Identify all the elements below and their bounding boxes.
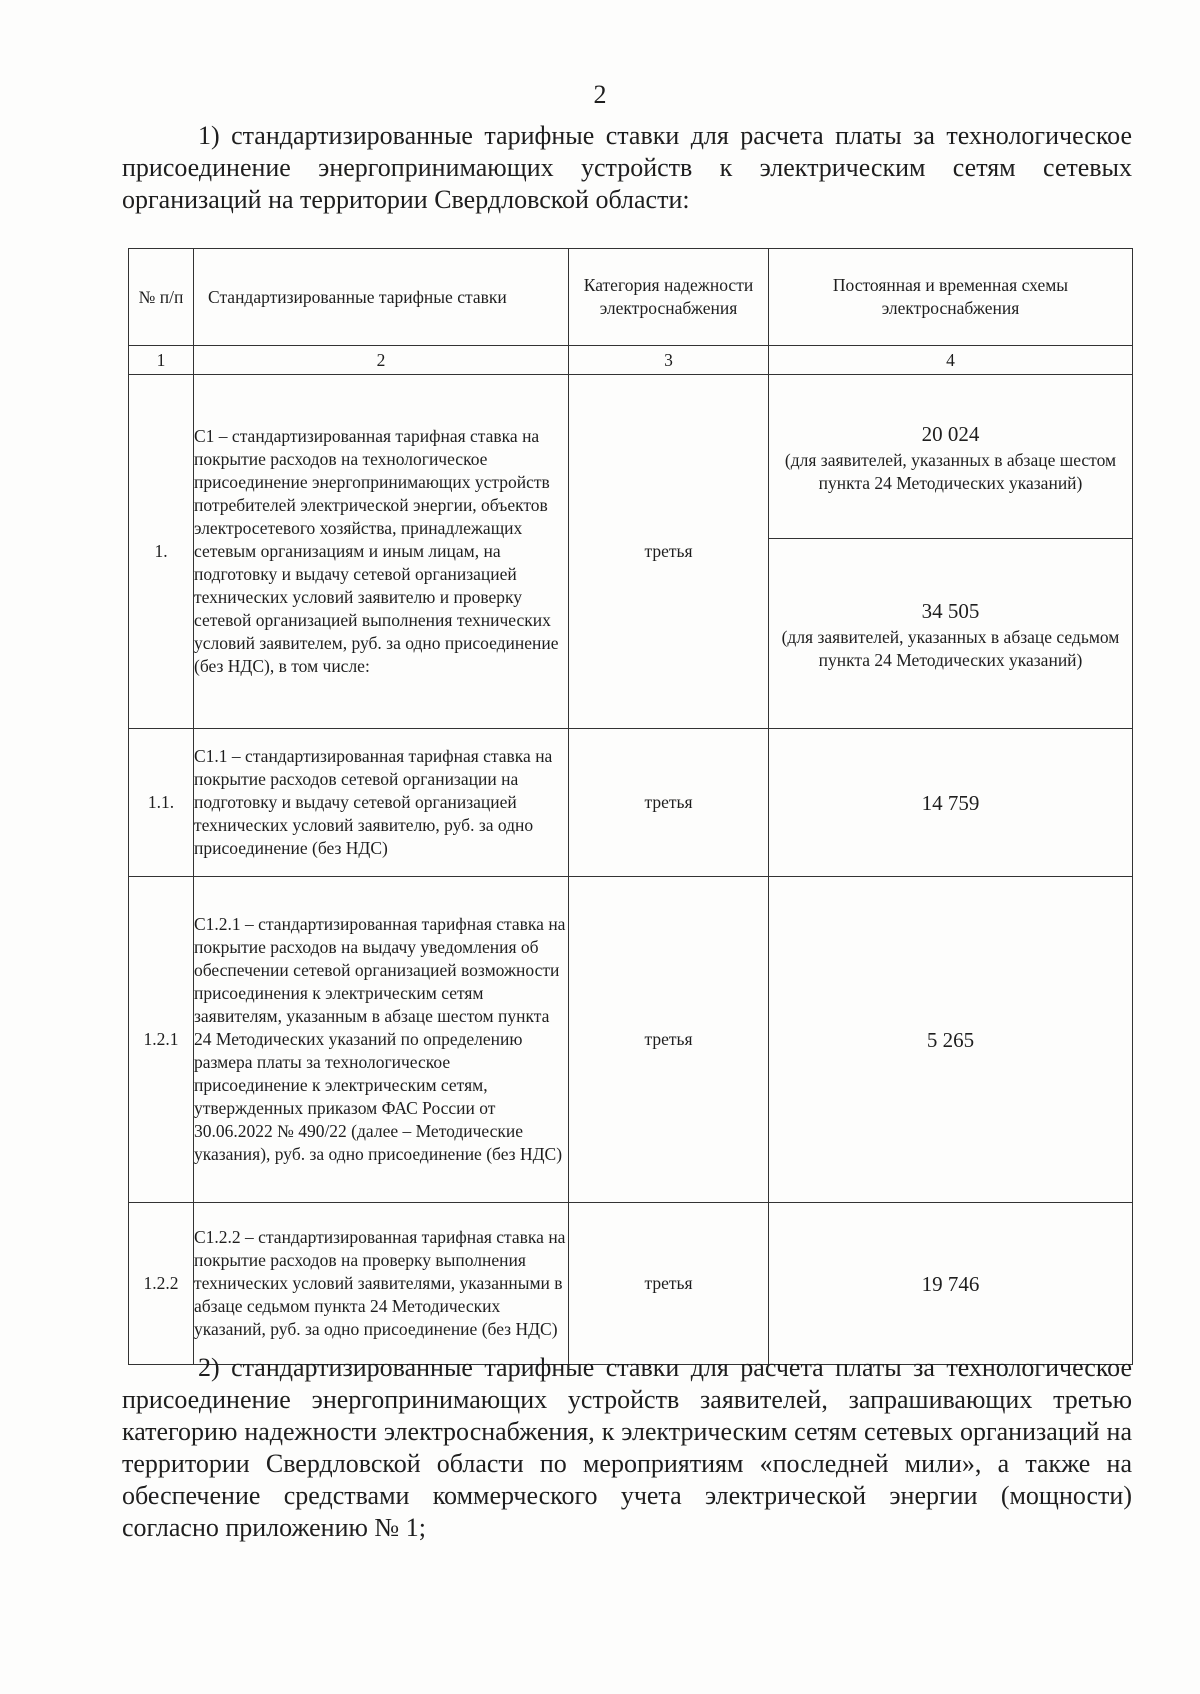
intro-paragraph [122, 120, 1132, 216]
row-value-cell-a [769, 375, 1133, 539]
row-value [769, 877, 1133, 1203]
column-number-2: 2 [194, 346, 569, 375]
row-category: третья [569, 375, 769, 729]
header-category: Категория надежности электроснабжения [569, 249, 769, 346]
row-category: третья [569, 877, 769, 1203]
row-value-cell-b [769, 539, 1133, 729]
row-value [769, 1203, 1133, 1365]
row-description: С1.1 – стандартизированная тарифная ставка на покрытие расходов сетевой организации на подготовку и выдачу сетевой организацией технических условий заявителю, руб. за одно присоединение (без НДС) [194, 729, 569, 877]
column-number-row [129, 346, 1133, 375]
row-value-b: 34 505 [921, 598, 980, 623]
row-note-b: (для заявителей, указанных в абзаце седьмом пункта 24 Методических указаний) [781, 626, 1120, 670]
row-value-text: 5 265 [926, 1027, 975, 1052]
table-header-row [129, 249, 1133, 346]
row-value-text: 19 746 [921, 1271, 980, 1296]
row-number: 1.1. [129, 729, 194, 877]
table-row [129, 1203, 1133, 1365]
column-number-4: 4 [769, 346, 1133, 375]
row-description: С1.2.1 – стандартизированная тарифная ставка на покрытие расходов на выдачу уведомления об обеспечении сетевой организацией возможности присоединения к электрическим сетям заявителям, указанным в абзаце шестом пункта 24 Методических указаний по определению размера платы за технологическое присоединение к электрическим сетям, утвержденных приказом ФАС России от 30.06.2022 № 490/22 (далее – Методические указания), руб. за одно присоединение (без НДС) [194, 877, 569, 1203]
page-number: 2 [593, 80, 607, 109]
row-value-text: 14 759 [921, 790, 980, 815]
closing-paragraph-text: 2) стандартизированные тарифные ставки для расчета платы за технологическое присоединение энергопринимающих устройств заявителей, запрашивающих третью категорию надежности электроснабжения, к электрическим сетям сетевых организаций на территории Свердловской области по мероприятиям «последней мили», а также на обеспечение средствами коммерческого учета электрической энергии (мощности) согласно приложению № 1; [122, 1353, 1132, 1542]
row-note-a: (для заявителей, указанных в абзаце шестом пункта 24 Методических указаний) [784, 449, 1117, 493]
row-number: 1.2.2 [129, 1203, 194, 1365]
table-row [129, 729, 1133, 877]
row-value-a: 20 024 [921, 421, 980, 446]
header-num: № п/п [129, 249, 194, 346]
row-number: 1.2.1 [129, 877, 194, 1203]
row-description: С1.2.2 – стандартизированная тарифная ставка на покрытие расходов на проверку выполнения технических условий заявителями, указанными в абзаце седьмом пункта 24 Методических указаний, руб. за одно присоединение (без НДС) [194, 1203, 569, 1365]
table-row [129, 375, 1133, 539]
row-description: С1 – стандартизированная тарифная ставка на покрытие расходов на технологическое присоединение энергопринимающих устройств потребителей электрической энергии, объектов электросетевого хозяйства, принадлежащих сетевым организациям и иным лицам, на подготовку и выдачу сетевой организацией технических условий заявителю и проверку сетевой организацией выполнения технических условий заявителем, руб. за одно присоединение (без НДС), в том числе: [194, 375, 569, 729]
intro-paragraph-text: 1) стандартизированные тарифные ставки для расчета платы за технологическое присоединение энергопринимающих устройств к электрическим сетям сетевых организаций на территории Свердловской области: [122, 121, 1132, 214]
row-number: 1. [129, 375, 194, 729]
closing-paragraph [122, 1352, 1132, 1544]
row-value [769, 729, 1133, 877]
row-category: третья [569, 729, 769, 877]
header-scheme: Постоянная и временная схемы электроснабжения [769, 249, 1133, 346]
column-number-3: 3 [569, 346, 769, 375]
tariff-table [128, 248, 1133, 1365]
column-number-1: 1 [129, 346, 194, 375]
row-category: третья [569, 1203, 769, 1365]
header-rate: Стандартизированные тарифные ставки [194, 249, 569, 346]
table-row [129, 877, 1133, 1203]
